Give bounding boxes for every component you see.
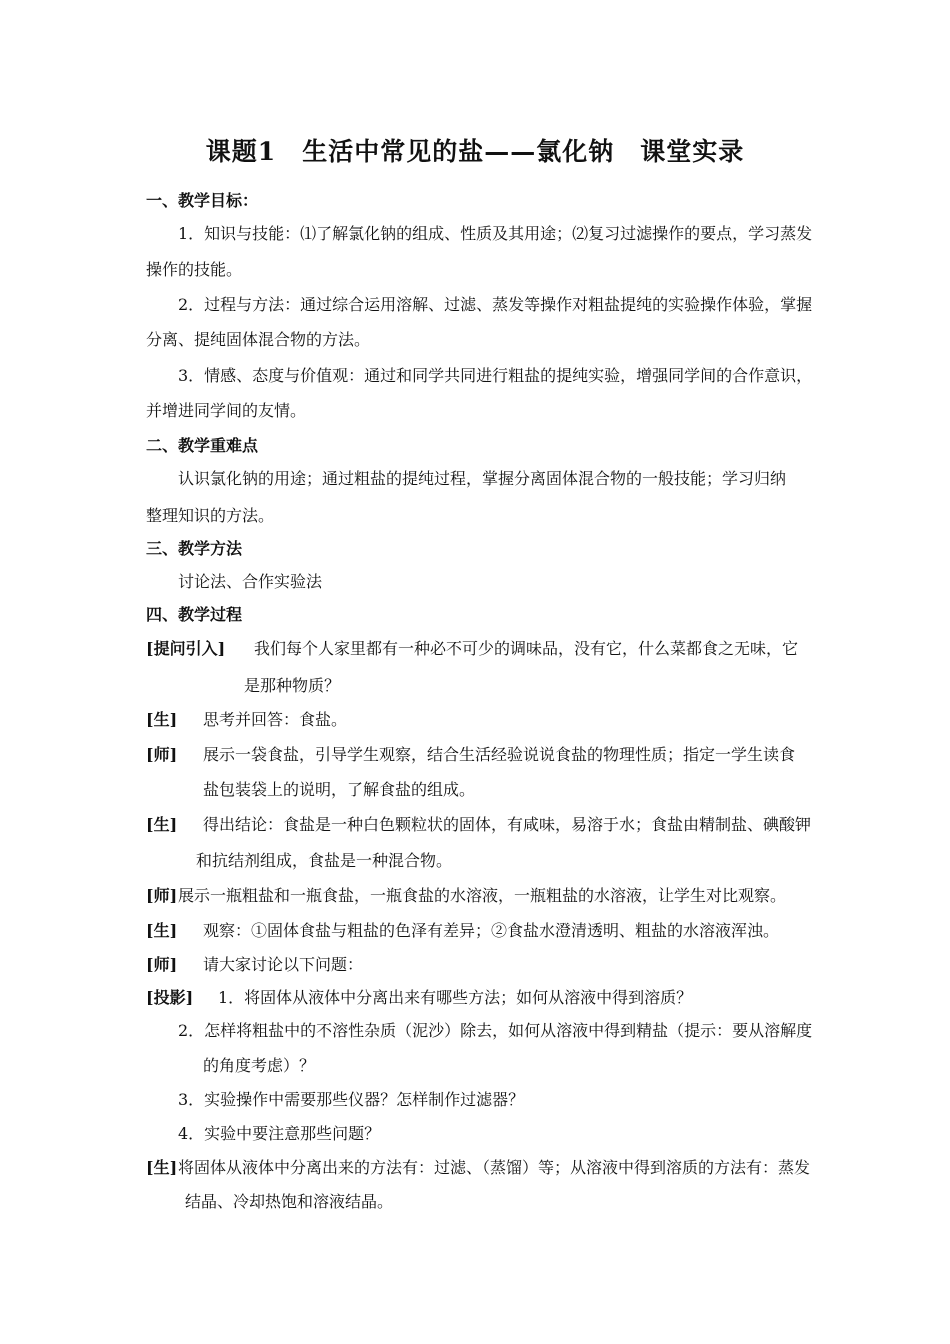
student-answer-2-line-2: 结晶、冷却热饱和溶液结晶。 bbox=[185, 1192, 394, 1211]
objective-3-line-1: 3．情感、态度与价值观：通过和同学共同进行粗盐的提纯实验，增强同学间的合作意识， bbox=[178, 366, 813, 385]
section-heading-difficulty: 二、教学重难点 bbox=[146, 436, 259, 455]
question-2-line-2: 的角度考虑）？ bbox=[203, 1056, 316, 1075]
difficulty-line-1: 认识氯化钠的用途；通过粗盐的提纯过程，掌握分离固体混合物的一般技能；学习归纳 bbox=[178, 469, 787, 488]
tag-teacher: [师] bbox=[146, 745, 178, 764]
student-conclusion-line-2: 和抗结剂组成，食盐是一种混合物。 bbox=[196, 851, 453, 870]
page-title: 课题1 生活中常见的盐——氯化钠 课堂实录 bbox=[205, 137, 745, 166]
question-2-line-1: 2．怎样将粗盐中的不溶性杂质（泥沙）除去，如何从溶液中得到精盐（提示：要从溶解度 bbox=[178, 1021, 813, 1040]
objective-1-line-1: 1．知识与技能：⑴了解氯化钠的组成、性质及其用途；⑵复习过滤操作的要点，学习蒸发 bbox=[178, 224, 813, 243]
student-answer-1: 思考并回答：食盐。 bbox=[203, 710, 348, 729]
teacher-step-2: 展示一瓶粗盐和一瓶食盐，一瓶食盐的水溶液，一瓶粗盐的水溶液，让学生对比观察。 bbox=[178, 886, 787, 905]
student-observation: 观察：①固体食盐与粗盐的色泽有差异；②食盐水澄清透明、粗盐的水溶液浑浊。 bbox=[203, 921, 780, 940]
section-heading-objectives: 一、教学目标： bbox=[146, 191, 259, 210]
objective-2-line-2: 分离、提纯固体混合物的方法。 bbox=[146, 330, 371, 349]
question-3: 3．实验操作中需要那些仪器？怎样制作过滤器？ bbox=[178, 1090, 525, 1109]
teacher-step-1-line-2: 盐包装袋上的说明，了解食盐的组成。 bbox=[203, 780, 476, 799]
objective-3-line-2: 并增进同学间的友情。 bbox=[146, 401, 307, 420]
tag-student: [生] bbox=[146, 710, 178, 729]
question-1: 1．将固体从液体中分离出来有哪些方法；如何从溶液中得到溶质？ bbox=[218, 988, 693, 1007]
process-intro-line-2: 是那种物质？ bbox=[244, 676, 341, 695]
tag-student: [生] bbox=[146, 921, 178, 940]
tag-student: [生] bbox=[146, 815, 178, 834]
process-intro-line-1: 我们每个人家里都有一种必不可少的调味品，没有它，什么菜都食之无味，它 bbox=[254, 639, 799, 658]
tag-teacher: [师] bbox=[146, 886, 178, 905]
student-answer-2-line-1: 将固体从液体中分离出来的方法有：过滤、（蒸馏）等；从溶液中得到溶质的方法有：蒸发 bbox=[178, 1158, 811, 1177]
section-heading-method: 三、教学方法 bbox=[146, 539, 243, 558]
tag-question-intro: [提问引入] bbox=[146, 639, 226, 658]
question-4: 4．实验中要注意那些问题？ bbox=[178, 1124, 381, 1143]
difficulty-line-2: 整理知识的方法。 bbox=[146, 506, 275, 525]
tag-projection: [投影] bbox=[146, 988, 194, 1007]
objective-2-line-1: 2．过程与方法：通过综合运用溶解、过滤、蒸发等操作对粗盐提纯的实验操作体验，掌握 bbox=[178, 295, 813, 314]
teacher-step-3: 请大家讨论以下问题： bbox=[203, 955, 364, 974]
teacher-step-1-line-1: 展示一袋食盐，引导学生观察，结合生活经验说说食盐的物理性质；指定一学生读食 bbox=[203, 745, 796, 764]
section-heading-process: 四、教学过程 bbox=[146, 605, 243, 624]
objective-1-line-2: 操作的技能。 bbox=[146, 260, 243, 279]
tag-student: [生] bbox=[146, 1158, 178, 1177]
method-text: 讨论法、合作实验法 bbox=[178, 572, 323, 591]
tag-teacher: [师] bbox=[146, 955, 178, 974]
student-conclusion-line-1: 得出结论：食盐是一种白色颗粒状的固体，有咸味，易溶于水；食盐由精制盐、碘酸钾 bbox=[203, 815, 812, 834]
